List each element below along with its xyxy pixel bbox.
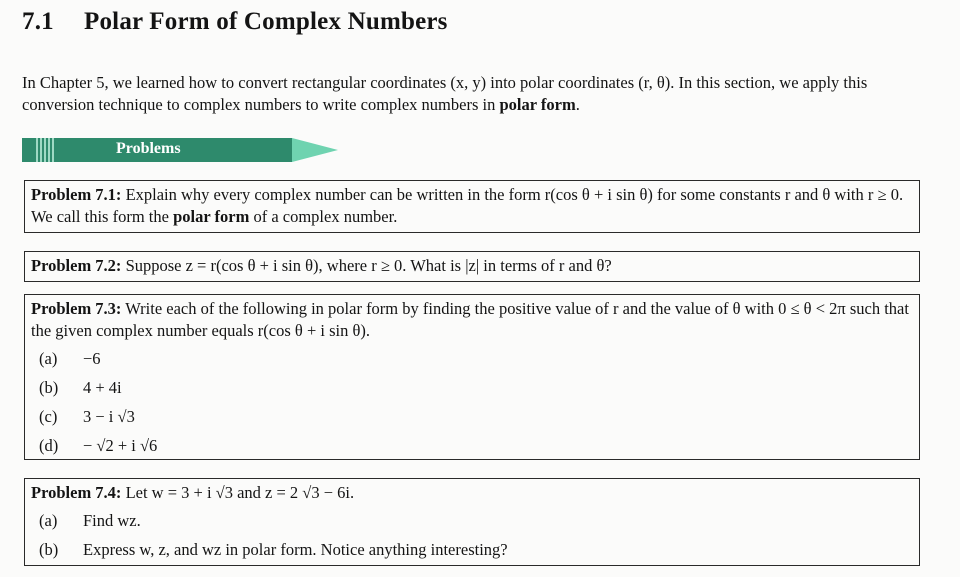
problem-title: Problem 7.4:: [31, 483, 122, 502]
intro-paragraph: [22, 72, 937, 116]
problem-parts: [31, 506, 913, 564]
part-text: Find wz.: [83, 510, 141, 530]
problem-part: [31, 506, 913, 535]
problem-parts: [31, 344, 913, 460]
problem-title: Problem 7.3:: [31, 299, 122, 318]
intro-bold-term: polar form: [499, 95, 576, 114]
part-label: (a): [39, 348, 58, 368]
problem-box-7-4: [24, 478, 920, 566]
problem-part: [31, 535, 913, 564]
part-label: (d): [39, 435, 59, 455]
part-text: 4 + 4i: [83, 377, 122, 397]
banner-arrow-icon: [292, 138, 338, 162]
problem-text: Explain why every complex number can be written in the form r(cos θ + i sin θ) for some constants r and θ with r ≥ 0. We call this form the: [31, 185, 904, 226]
section-title: Polar Form of Complex Numbers: [84, 8, 448, 35]
part-label: (a): [39, 510, 58, 530]
banner-label: Problems: [116, 140, 181, 157]
intro-text: In Chapter 5, we learned how to convert rectangular coordinates (x, y) into polar coordinates (r, θ). In this section, we apply this conversion technique to complex numbers to write complex numbers in: [22, 73, 868, 114]
problem-box-7-1: [24, 180, 920, 233]
intro-text-end: .: [575, 95, 580, 114]
part-text: 3 − i √3: [83, 406, 135, 426]
problem-text: Let w = 3 + i √3 and z = 2 √3 − 6i.: [125, 483, 355, 502]
problem-text: Suppose z = r(cos θ + i sin θ), where r ≥ 0. What is |z| in terms of r and θ?: [125, 256, 612, 275]
problem-part: [31, 373, 913, 402]
problem-text: Write each of the following in polar form by finding the positive value of r and the value of θ with 0 ≤ θ < 2π such that the given complex number equals r(cos θ + i sin θ).: [31, 299, 909, 340]
banner-stripes: [36, 138, 54, 162]
problem-part: [31, 344, 913, 373]
problem-title: Problem 7.1:: [31, 185, 122, 204]
part-label: (b): [39, 377, 59, 397]
problem-title: Problem 7.2:: [31, 256, 122, 275]
problem-part: [31, 402, 913, 431]
section-number: 7.1: [22, 8, 54, 35]
problem-bold-term: polar form: [173, 207, 250, 226]
problem-box-7-2: [24, 251, 920, 282]
part-text: −6: [83, 348, 101, 368]
part-text: Express w, z, and wz in polar form. Notice anything interesting?: [83, 539, 508, 559]
problem-text-end: of a complex number.: [249, 207, 398, 226]
part-label: (b): [39, 539, 59, 559]
section-heading: [22, 8, 448, 36]
problem-part: [31, 431, 913, 460]
part-label: (c): [39, 406, 58, 426]
problems-banner: [22, 136, 322, 164]
problem-box-7-3: [24, 294, 920, 460]
part-text: − √2 + i √6: [83, 435, 158, 455]
